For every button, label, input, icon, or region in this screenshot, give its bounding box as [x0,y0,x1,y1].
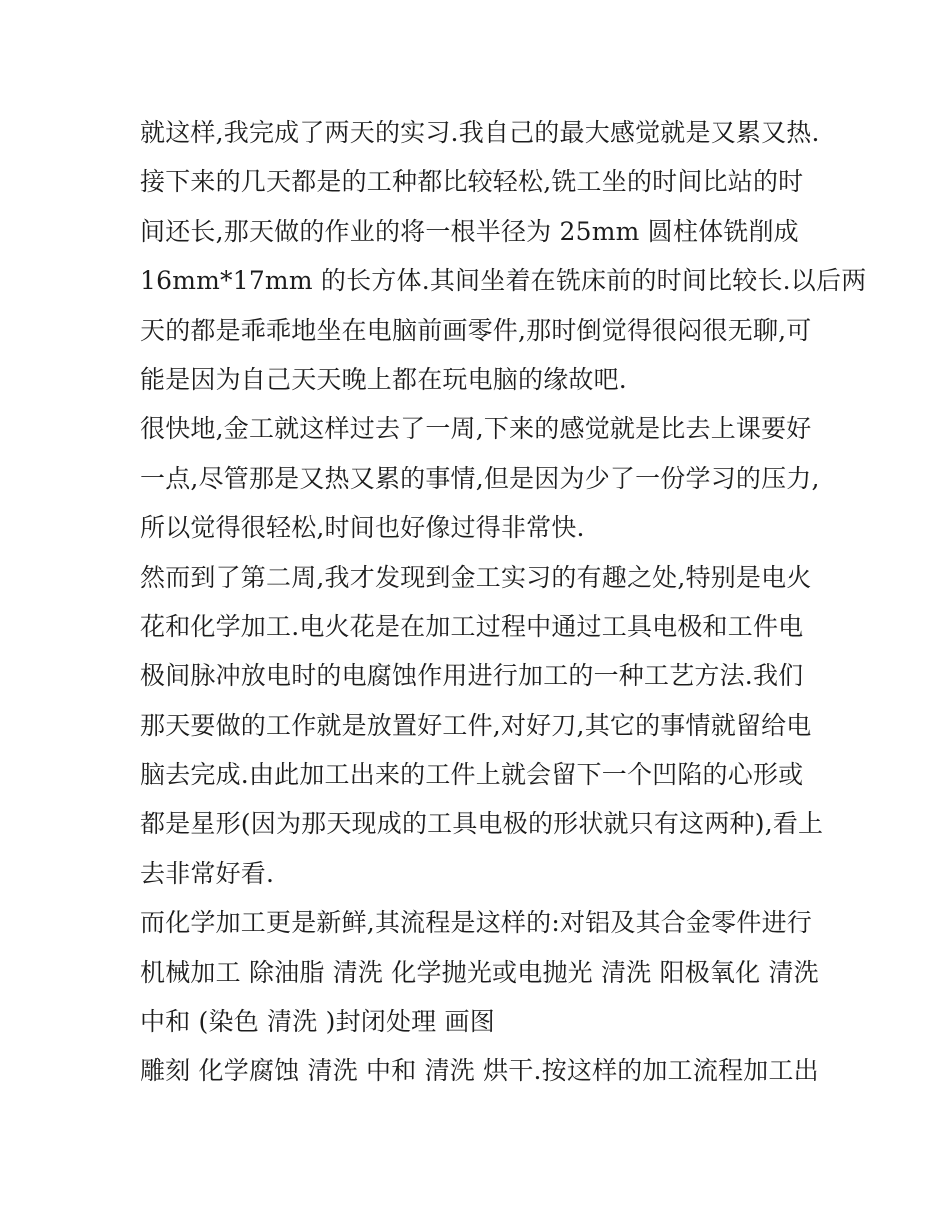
text-line: 接下来的几天都是的工种都比较轻松,铣工坐的时间比站的时 [140,167,804,197]
text-line: 去非常好看. [140,858,275,888]
text-line: 一点,尽管那是又热又累的事情,但是因为少了一份学习的压力, [140,463,820,493]
text-line: 而化学加工更是新鲜,其流程是这样的:对铝及其合金零件进行 [140,908,812,938]
text-line: 花和化学加工.电火花是在加工过程中通过工具电极和工件电 [140,611,804,641]
text-line: 能是因为自己天天晚上都在玩电脑的缘故吧. [140,364,627,394]
text-line: 极间脉冲放电时的电腐蚀作用进行加工的一种工艺方法.我们 [140,661,804,691]
text-line: 很快地,金工就这样过去了一周,下来的感觉就是比去上课要好 [140,414,812,444]
text-line: 所以觉得很轻松,时间也好像过得非常快. [140,513,585,543]
text-line: 机械加工 除油脂 清洗 化学抛光或电抛光 清洗 阳极氧化 清洗 [140,957,819,987]
text-line: 都是星形(因为那天现成的工具电极的形状就只有这两种),看上 [140,809,824,839]
text-line: 脑去完成.由此加工出来的工件上就会留下一个凹陷的心形或 [140,760,804,790]
text-line: 16mm*17mm 的长方体.其间坐着在铣床前的时间比较长.以后两 [140,266,867,296]
body-text [140,108,867,1096]
text-line: 那天要做的工作就是放置好工件,对好刀,其它的事情就留给电 [140,710,812,740]
text-line: 雕刻 化学腐蚀 清洗 中和 清洗 烘干.按这样的加工流程加工出 [140,1056,819,1086]
text-line: 天的都是乖乖地坐在电脑前画零件,那时倒觉得很闷很无聊,可 [140,315,812,345]
text-line: 中和 (染色 清洗 )封闭处理 画图 [140,1007,495,1037]
text-line: 就这样,我完成了两天的实习.我自己的最大感觉就是又累又热. [140,118,820,147]
text-line: 然而到了第二周,我才发现到金工实习的有趣之处,特别是电火 [140,562,812,592]
text-line: 间还长,那天做的作业的将一根半径为 25mm 圆柱体铣削成 [140,216,799,246]
